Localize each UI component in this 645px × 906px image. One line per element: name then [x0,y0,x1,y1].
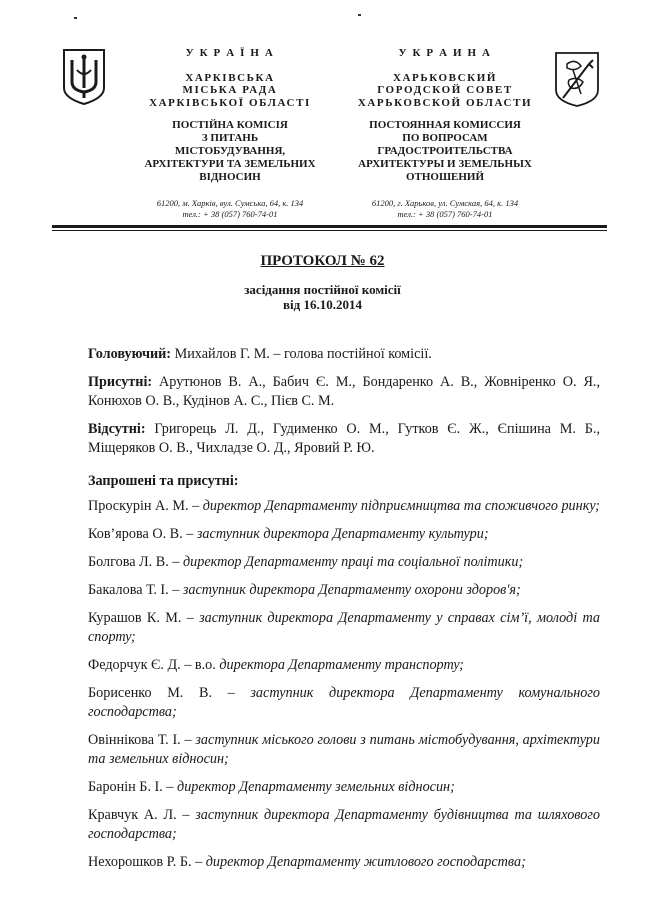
commission-line-5-ru: ОТНОШЕНИЙ [405,171,485,183]
invited-heading: Запрошені та присутні: [88,473,239,489]
protocol-title: ПРОТОКОЛ № 62 [260,253,385,269]
protocol-subtitle: засідання постійної комісії [244,282,401,297]
invited-name: Ков’ярова О. В. – [88,526,197,542]
invited-entry [88,656,600,675]
commission-line-3-ru: ГРАДОСТРОИТЕЛЬСТВА [377,145,513,157]
invited-position: заступник директора Департаменту охорони здоров'я; [182,582,521,598]
commission-name-ua [130,119,330,184]
invited-entry [88,853,600,872]
invited-name: Болгова Л. В. – [88,554,183,570]
invited-entry [88,684,600,722]
commission-line-2-ru: ПО ВОПРОСАМ [402,132,488,144]
council-line-1-ru: ХАРЬКОВСКИЙ [392,71,498,84]
invited-position: директора Департаменту транспорту; [219,657,464,673]
chair-paragraph [88,345,600,364]
address-ua: 61200, м. Харків, вул. Сумська, 64, к. 134 [156,198,304,208]
commission-line-3-ua: МІСТОБУДУВАННЯ, [174,145,286,157]
invited-position: заступник директора Департаменту будівництва та шляхового господарства; [88,807,600,842]
kharkiv-city-emblem [553,50,601,108]
absent-text: Григорець Л. Д., Гудименко О. М., Гутков Є. Ж., Єпішина М. Б., Міщеряков О. В., Чихладзе О. Д., Яровий Р. Ю. [88,421,600,456]
invited-name: Борисенко М. В. – [88,685,251,701]
commission-line-1-ru: ПОСТОЯННАЯ КОМИССИЯ [369,119,521,131]
header-ukrainian [130,47,330,220]
council-line-3-ua: ХАРКІВСЬКОЇ ОБЛАСТІ [149,96,311,109]
invited-name: Нехорошков Р. Б. – [88,854,206,870]
invited-position: заступник директора Департаменту культури; [196,526,489,542]
council-line-2-ru: ГОРОДСКОЙ СОВЕТ [377,84,513,96]
phone-ru: тел.: + 38 (057) 760-74-01 [397,209,493,219]
invited-name: Баронін Б. І. – [88,779,178,795]
invited-entry [88,731,600,769]
header-divider-thin [52,230,607,231]
invited-position: директор Департаменту земельних відносин; [177,779,455,795]
invited-entry [88,525,600,544]
protocol-body [88,345,600,881]
invited-name: Курашов К. М. – [88,610,200,626]
commission-name-ru [345,119,545,184]
commission-line-1-ua: ПОСТІЙНА КОМІСІЯ [172,119,288,131]
present-text: Арутюнов В. А., Бабич Є. М., Бондаренко А. В., Жовніренко О. Я., Конюхов О. В., Кудінов А. С., Пієв С. М. [88,374,600,409]
address-ru: 61200, г. Харьков, ул. Сумская, 64, к. 134 [371,198,519,208]
ukraine-trident-emblem [62,48,106,106]
invited-name: Бакалова Т. І. – [88,582,183,598]
header-divider-thick [52,225,607,228]
invited-entry [88,609,600,647]
address-block-ua [130,198,330,220]
invited-position: заступник директора Департаменту у справах сім’ї, молоді та спорту; [88,610,600,645]
invited-name: Овіннікова Т. І. – [88,732,196,748]
protocol-title-block [0,253,645,312]
invited-entry [88,778,600,797]
address-block-ru [345,198,545,220]
protocol-date: від 16.10.2014 [283,297,362,312]
chair-label: Головуючий: [88,346,172,362]
council-line-2-ua: МІСЬКА РАДА [182,84,278,96]
commission-line-5-ua: ВІДНОСИН [199,171,261,183]
invited-position: директор Департаменту підприємництва та споживчого ринку; [202,498,600,514]
absent-paragraph [88,420,600,458]
invited-position: заступник міського голови з питань містобудування, архітектури та земельних відносин; [88,732,600,767]
council-line-3-ru: ХАРЬКОВСКОЙ ОБЛАСТИ [357,96,533,109]
council-line-1-ua: ХАРКІВСЬКА [185,71,275,84]
invited-position: директор Департаменту праці та соціальної політики; [182,554,524,570]
invited-entry [88,581,600,600]
commission-line-2-ua: З ПИТАНЬ [201,132,259,144]
header-russian [345,47,545,220]
scan-speck [74,17,77,19]
invited-name: Федорчук Є. Д. – в.о. [88,657,220,673]
commission-line-4-ru: АРХИТЕКТУРЫ И ЗЕМЕЛЬНЫХ [358,158,532,170]
invited-entry [88,553,600,572]
scan-speck [358,14,361,16]
invited-entry [88,806,600,844]
invited-position: заступник директора Департаменту комунального господарства; [88,685,600,720]
present-label: Присутні: [88,374,153,390]
chair-text: Михайлов Г. М. – голова постійної комісії. [171,346,432,362]
invited-name: Кравчук А. Л. – [88,807,196,823]
country-name-ua: У К Р А Ї Н А [185,47,275,59]
present-paragraph [88,373,600,411]
invited-position: директор Департаменту житлового господарства; [205,854,526,870]
commission-line-4-ua: АРХІТЕКТУРИ ТА ЗЕМЕЛЬНИХ [144,158,316,170]
country-name-ru: У К Р А И Н А [398,47,492,59]
invited-entry [88,497,600,516]
invited-name: Проскурін А. М. – [88,498,203,514]
absent-label: Відсутні: [88,421,146,437]
phone-ua: тел.: + 38 (057) 760-74-01 [182,209,278,219]
